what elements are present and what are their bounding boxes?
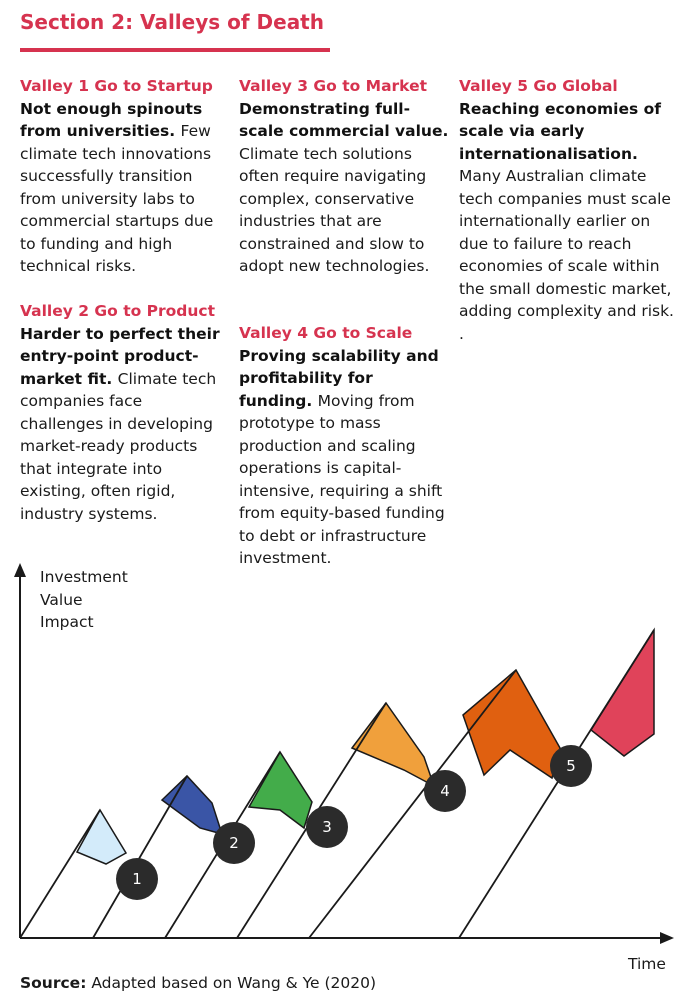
valley-5-headline: Reaching economies of scale via early internationalisation. [459,99,661,163]
peak-6 [591,630,654,756]
valley-1-body: Few climate tech innovations successfully transition from university labs to commercial startups due to funding and high technical risks. [20,122,214,275]
valley-marker-1-label: 1 [132,870,142,888]
valley-marker-5 [550,745,592,787]
y-axis-label-value: Value [40,590,83,609]
valley-3-title: Valley 3 Go to Market [239,77,427,95]
y-axis-labels [40,566,128,634]
valley-4-headline: Proving scalability and profitability for funding. [239,346,439,410]
valley-4-title: Valley 4 Go to Scale [239,324,413,342]
y-axis-arrow-icon [14,563,26,577]
section-title: Section 2: Valleys of Death [20,10,324,34]
x-axis-arrow-icon [660,932,674,944]
valley-marker-2 [213,822,255,864]
peak-3 [249,752,312,828]
valley-1-headline: Not enough spinouts from universities. [20,99,203,140]
valley-5-title: Valley 5 Go Global [459,77,618,95]
valley-marker-5-label: 5 [566,757,576,775]
valley-2-title: Valley 2 Go to Product [20,302,216,320]
peak-4 [352,703,434,786]
valley-3-body: Climate tech solutions often require navigating complex, conservative industries that are constrained and slow to adopt new technologies. [239,144,430,275]
valley-marker-3 [306,806,348,848]
valley-3-headline: Demonstrating full-scale commercial value. [239,99,449,140]
source-note [20,974,376,992]
y-axis-label-investment: Investment [40,568,128,586]
valley-marker-3-label: 3 [322,818,332,836]
valley-marker-1 [116,858,158,900]
valley-4-body: Moving from prototype to mass production and scaling operations is capital-intensive, requiring a shift from equity-based funding to debt or infrastructure investment. [239,391,445,567]
valley-marker-2-label: 2 [229,834,239,852]
valley-marker-4 [424,770,466,812]
growth-line-1 [20,810,100,938]
source-text: Adapted based on Wang & Ye (2020) [91,974,377,992]
valley-5-body: Many Australian climate tech companies must scale internationally earlier on due to failure to reach economies of scale within the small domestic market, adding complexity and risk. [459,167,674,320]
growth-line-6 [459,630,654,938]
valley-marker-4-label: 4 [440,782,450,800]
x-axis-label: Time [628,955,666,973]
source-label: Source: [20,974,87,992]
valley-2-body: Climate tech companies face challenges in developing market-ready products that integrate into existing, often rigid, industry systems. [20,369,217,523]
y-axis-label-impact: Impact [40,613,94,631]
peak-5 [463,670,560,778]
valley-1-title: Valley 1 Go to Startup [20,77,213,95]
peak-1 [77,810,126,864]
valley-5-trailing: . [459,324,464,343]
valley-2-headline: Harder to perfect their entry-point product-market fit. [20,324,220,388]
